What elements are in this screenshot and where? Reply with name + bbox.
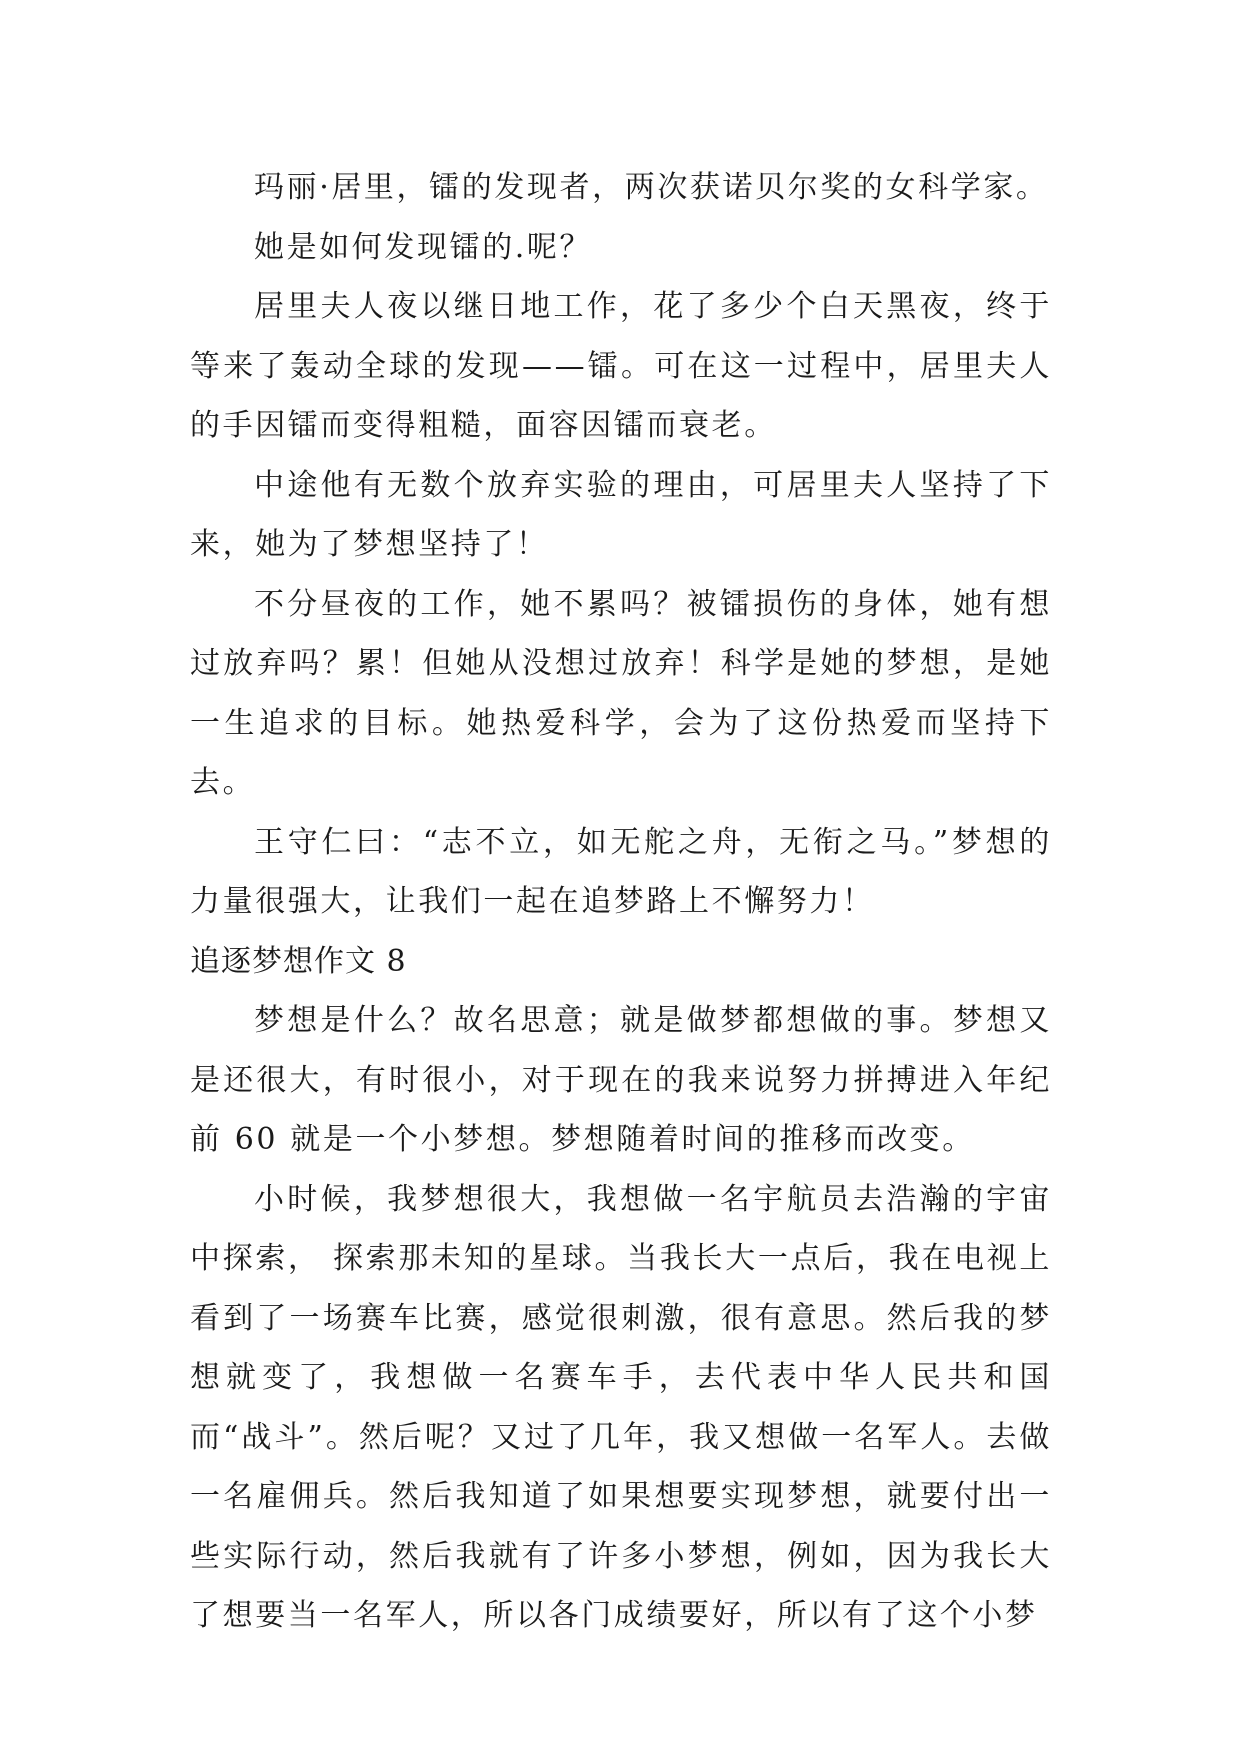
paragraph: 梦想是什么？故名思意；就是做梦都想做的事。梦想又是还很大，有时很小，对于现在的我来说努力拼搏进入年纪前 60 就是一个小梦想。梦想随着时间的推移而改变。 bbox=[190, 1003, 1052, 1157]
paragraph: 中途他有无数个放弃实验的理由，可居里夫人坚持了下来，她为了梦想坚持了！ bbox=[190, 467, 1052, 562]
document-body bbox=[190, 158, 1052, 1646]
paragraph: 她是如何发现镭的.呢？ bbox=[254, 229, 593, 265]
paragraph: 王守仁曰：“志不立，如无舵之舟，无衔之马。”梦想的力量很强大，让我们一起在追梦路上不懈努力！ bbox=[190, 824, 1052, 919]
paragraph: 居里夫人夜以继日地工作，花了多少个白天黑夜，终于等来了轰动全球的发现——镭。可在这一过程中，居里夫人的手因镭而变得粗糙，面容因镭而衰老。 bbox=[190, 289, 1052, 443]
paragraph: 玛丽·居里，镭的发现者，两次获诺贝尔奖的女科学家。 bbox=[254, 170, 1049, 205]
section-title: 追逐梦想作文 8 bbox=[190, 943, 407, 979]
paragraph: 小时候，我梦想很大，我想做一名宇航员去浩瀚的宇宙中探索， 探索那未知的星球。当我长大一点后，我在电视上看到了一场赛车比赛，感觉很刺激，很有意思。然后我的梦想就变了，我想做一名赛车手，去代表中华人民共和国而“战斗”。然后呢？又过了几年，我又想做一名军人。去做一名雇佣兵。然后我知道了如果想要实现梦想，就要付出一些实际行动，然后我就有了许多小梦想，例如，因为我长大了想要当一名军人，所以各门成绩要好，所以有了这个小梦 bbox=[190, 1181, 1052, 1633]
paragraph: 不分昼夜的工作，她不累吗？被镭损伤的身体，她有想过放弃吗？累！但她从没想过放弃！科学是她的梦想，是她一生追求的目标。她热爱科学，会为了这份热爱而坚持下去。 bbox=[190, 586, 1052, 800]
